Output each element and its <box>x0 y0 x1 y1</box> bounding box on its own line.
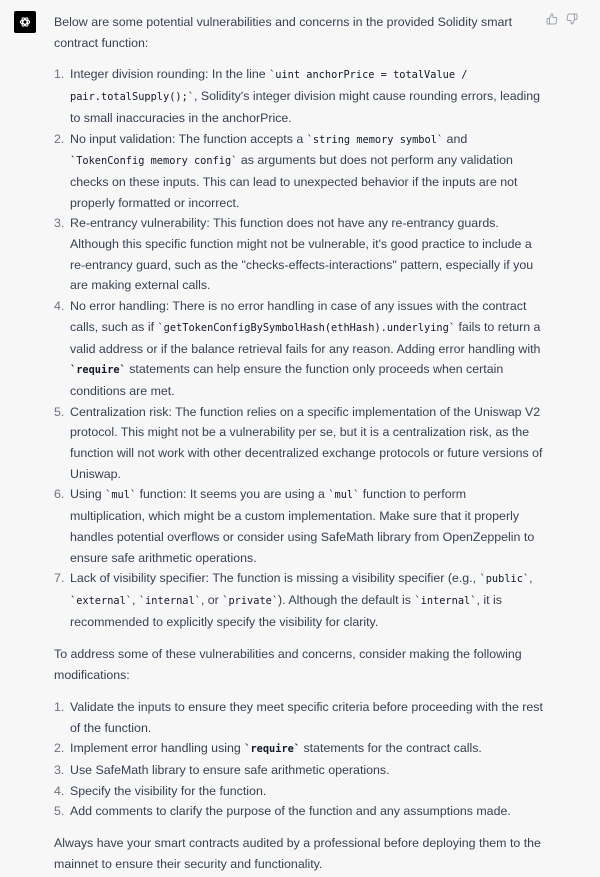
list-number: 1. <box>54 67 65 82</box>
thumbs-up-button[interactable] <box>545 12 559 26</box>
list-number: 7. <box>54 571 65 586</box>
list-number: 4. <box>54 783 65 798</box>
inline-code: `TokenConfig memory config` <box>70 155 238 168</box>
text-span: , <box>529 571 533 586</box>
text-span: Lack of visibility specifier: The function is missing a visibility specifier (e.g., <box>70 571 480 586</box>
list-number: 5. <box>54 404 65 419</box>
inline-code: `require` <box>70 364 126 377</box>
vulnerability-item <box>54 296 544 402</box>
thumbs-down-button[interactable] <box>565 12 579 26</box>
text-span: Using <box>70 487 106 502</box>
text-span: , or <box>200 592 223 607</box>
list-number: 2. <box>54 131 65 146</box>
text-span: statements can help ensure the function only proceeds when certain conditions are met. <box>70 362 504 398</box>
inline-code: `string memory symbol` <box>306 133 444 146</box>
modification-item <box>54 697 544 738</box>
text-span: function: It seems you are using a <box>136 487 329 502</box>
thumbs-up-icon <box>546 13 558 25</box>
vulnerability-item <box>54 64 544 128</box>
text-span: Add comments to clarify the purpose of the function and any assumptions made. <box>70 804 511 819</box>
text-span: function to perform multiplication, which might be a custom implementation. Make sure that it properly handles potential overflows or consider using SafeMath library from OpenZeppelin to ensure safe arithmetic operations. <box>70 487 535 565</box>
text-span: , Solidity's integer division might cause rounding errors, leading to small inaccuracies in the anchorPrice. <box>70 89 541 125</box>
text-span: as arguments but does not perform any validation checks on these inputs. This can lead to unexpected behavior if the inputs are not properly formatted or incorrect. <box>70 153 518 210</box>
inline-code: `mul` <box>328 489 360 502</box>
text-span: Centralization risk: The function relies on a specific implementation of the Uniswap V2 protocol. This might not be a vulnerability per se, but it is a centralization risk, as the function will not work with other decentralized exchange protocols or future versions of Uniswap. <box>70 404 543 481</box>
intro-paragraph: Below are some potential vulnerabilities and concerns in the provided Solidity smart contract function: <box>54 15 513 50</box>
middle-paragraph: To address some of these vulnerabilities and concerns, consider making the following modifications: <box>54 647 522 683</box>
text-span: Specify the visibility for the function. <box>70 783 267 798</box>
list-number: 2. <box>54 741 65 756</box>
modification-item <box>54 760 544 781</box>
list-number: 3. <box>54 762 65 777</box>
list-number: 3. <box>54 216 65 231</box>
inline-code: `private` <box>222 594 279 607</box>
list-number: 5. <box>54 804 65 819</box>
inline-code: `internal` <box>138 594 201 607</box>
openai-logo-icon <box>14 11 36 33</box>
inline-code: `external` <box>70 594 132 607</box>
text-span: No input validation: The function accepts a <box>70 131 307 146</box>
text-span: Implement error handling using <box>70 741 245 756</box>
modification-item <box>54 781 544 802</box>
vulnerability-item <box>54 213 544 296</box>
text-span: Validate the inputs to ensure they meet specific criteria before proceeding with the rest of the function. <box>70 699 543 735</box>
modifications-list <box>54 697 544 822</box>
inline-code: `public` <box>479 573 530 586</box>
list-number: 1. <box>54 699 65 714</box>
text-span: statements for the contract calls. <box>300 741 482 756</box>
vulnerability-item <box>54 568 544 632</box>
text-span: Integer division rounding: In the line <box>70 67 270 82</box>
vulnerability-item <box>54 484 544 568</box>
vulnerability-item <box>54 129 544 214</box>
list-number: 4. <box>54 299 65 314</box>
text-span: Re-entrancy vulnerability: This function does not have any re-entrancy guards. Although this specific function might not be vulnerable, it's good practice to include a re-entrancy guard, such as the "checks-effects-interactions" pattern, especially if you are making external calls. <box>70 216 534 293</box>
inline-code: `uint anchorPrice = totalValue / pair.totalSupply();` <box>70 69 468 104</box>
inline-code: `getTokenConfigBySymbolHash(ethHash).underlying` <box>157 321 456 334</box>
text-span: Use SafeMath library to ensure safe arithmetic operations. <box>70 762 390 777</box>
inline-code: `internal` <box>414 594 477 607</box>
feedback-buttons <box>545 12 579 26</box>
outro-paragraph: Always have your smart contracts audited by a professional before deploying them to the mainnet to ensure their security and functionality. <box>54 836 541 871</box>
thumbs-down-icon <box>566 13 578 25</box>
inline-code: `mul` <box>105 489 137 502</box>
text-span: No error handling: There is no error handling in case of any issues with the contract calls, such as if <box>70 299 527 334</box>
vulnerabilities-list <box>54 64 544 632</box>
text-span: ). Although the default is <box>278 592 415 607</box>
text-span: and <box>443 131 468 146</box>
text-span: , it is recommended to explicitly specify the visibility for clarity. <box>70 592 502 629</box>
modification-item <box>54 738 544 760</box>
vulnerability-item <box>54 402 544 485</box>
list-number: 6. <box>54 487 65 502</box>
inline-code: `require` <box>244 743 301 756</box>
text-span: fails to return a valid address or if the balance retrieval fails for any reason. Adding error handling with <box>70 319 541 356</box>
message-content <box>54 12 544 874</box>
text-span: , <box>132 592 139 607</box>
modification-item <box>54 801 544 822</box>
